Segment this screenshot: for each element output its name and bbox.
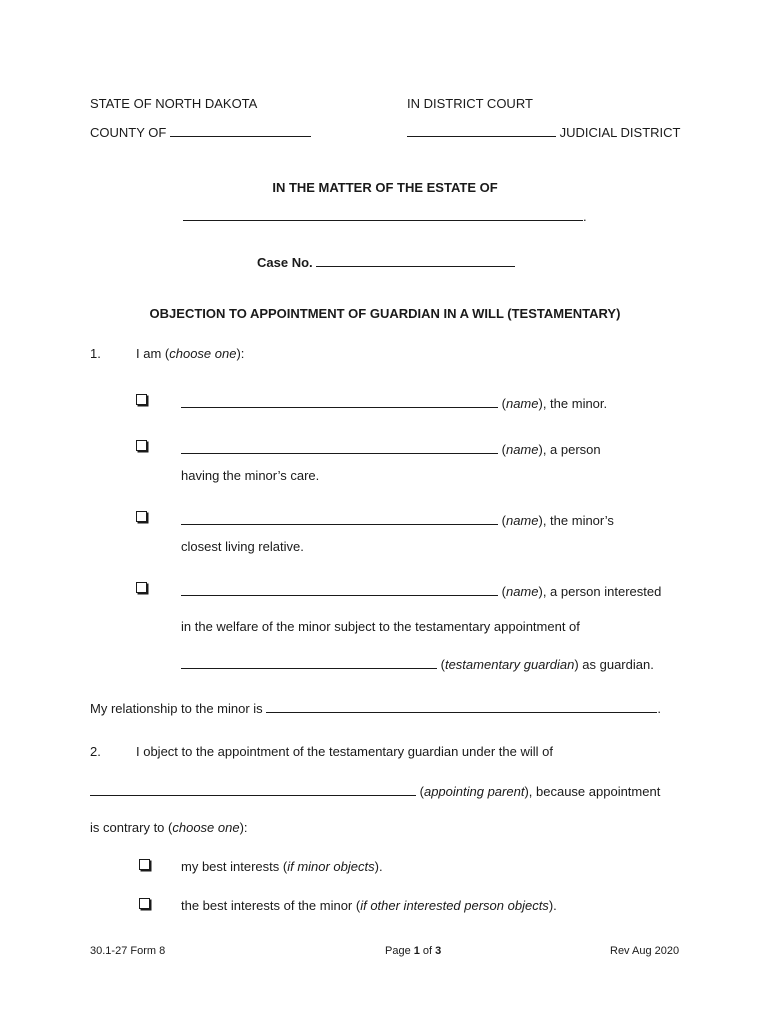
page-indicator: Page 1 of 3: [385, 945, 442, 957]
option-interested-line: (name), a person interested: [181, 582, 661, 599]
item2-text: I object to the appointment of the testamentary guardian under the will of: [136, 744, 553, 759]
checkbox-option-interested-person[interactable]: [136, 582, 147, 593]
case-number-field[interactable]: [316, 253, 515, 267]
contrary-line: is contrary to (choose one):: [90, 820, 248, 835]
county-label: COUNTY OF: [90, 125, 167, 140]
estate-name-line: [183, 207, 587, 224]
minor-interests-text: my best interests (if minor objects).: [181, 859, 383, 874]
matter-heading: IN THE MATTER OF THE ESTATE OF: [272, 180, 498, 195]
relationship-line: My relationship to the minor is .: [90, 701, 661, 716]
checkbox-other-interests[interactable]: [139, 898, 150, 909]
relationship-label: My relationship to the minor is: [90, 701, 263, 716]
district-line: [407, 123, 680, 140]
caregiver-continuation: having the minor’s care.: [181, 468, 320, 483]
county-line: [90, 123, 311, 140]
checkbox-option-relative[interactable]: [136, 511, 147, 522]
guardian-name-field[interactable]: [181, 655, 437, 669]
other-interests-text: the best interests of the minor (if other interested person objects).: [181, 898, 557, 913]
checkbox-minor-interests[interactable]: [139, 859, 150, 870]
revision-date: Rev Aug 2020: [610, 945, 680, 957]
case-number-line: [257, 253, 515, 270]
checkbox-option-caregiver[interactable]: [136, 440, 147, 451]
interested-continuation: in the welfare of the minor subject to the testamentary appointment of: [181, 619, 580, 634]
form-number: 30.1-27 Form 8: [90, 945, 166, 957]
checkbox-option-minor[interactable]: [136, 394, 147, 405]
minor-name-field[interactable]: [181, 394, 498, 408]
option-caregiver-line: (name), a person: [181, 440, 601, 457]
estate-name-field[interactable]: [183, 207, 583, 221]
relative-continuation: closest living relative.: [181, 539, 304, 554]
court-label: IN DISTRICT COURT: [407, 96, 533, 111]
state-label: STATE OF NORTH DAKOTA: [90, 96, 258, 111]
estate-period: .: [583, 209, 587, 224]
guardian-line: (testamentary guardian) as guardian.: [181, 655, 654, 672]
caregiver-name-field[interactable]: [181, 440, 498, 454]
interested-name-field[interactable]: [181, 582, 498, 596]
appointing-parent-line: (appointing parent), because appointment: [90, 782, 660, 799]
form-title: OBJECTION TO APPOINTMENT OF GUARDIAN IN A WILL (TESTAMENTARY): [149, 306, 621, 321]
case-number-label: Case No.: [257, 255, 313, 270]
item1-intro: I am (choose one):: [136, 346, 245, 361]
option-relative-line: (name), the minor’s: [181, 511, 614, 528]
district-field[interactable]: [407, 123, 556, 137]
item2-number: 2.: [90, 744, 101, 759]
item1-number: 1.: [90, 346, 101, 361]
county-field[interactable]: [170, 123, 311, 137]
relationship-field[interactable]: [266, 699, 657, 713]
relative-name-field[interactable]: [181, 511, 498, 525]
appointing-parent-field[interactable]: [90, 782, 416, 796]
option-minor-line: (name), the minor.: [181, 394, 607, 411]
district-label: JUDICIAL DISTRICT: [559, 125, 681, 140]
